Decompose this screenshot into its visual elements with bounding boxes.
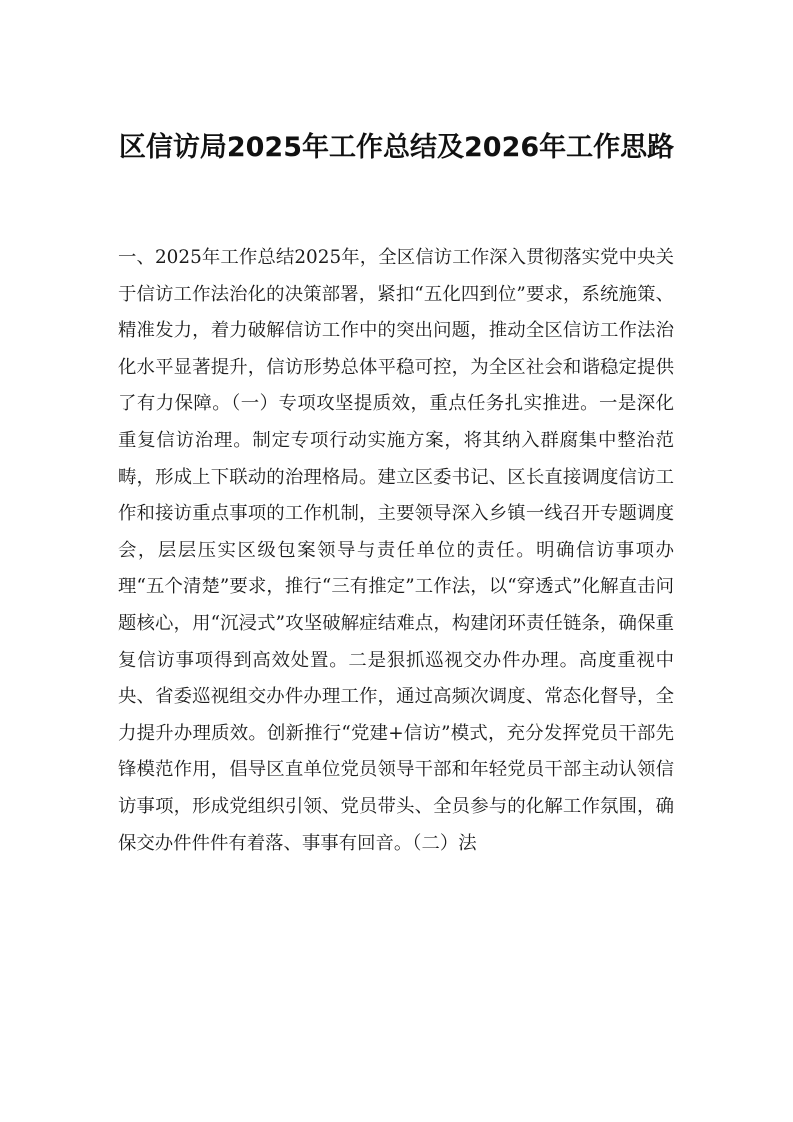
document-body-text: 一、2025年工作总结2025年，全区信访工作深入贯彻落实党中央关于信访工作法治化的决策部署，紧扣“五化四到位”要求，系统施策、精准发力，着力破解信访工作中的突出问题，推动全区信访工作法治化水平显著提升，信访形势总体平稳可控，为全区社会和谐稳定提供了有力保障。（一）专项攻坚提质效，重点任务扎实推进。一是深化重复信访治理。制定专项行动实施方案，将其纳入群腐集中整治范畴，形成上下联动的治理格局。建立区委书记、区长直接调度信访工作和接访重点事项的工作机制，主要领导深入乡镇一线召开专题调度会，层层压实区级包案领导与责任单位的责任。明确信访事项办理“五个清楚”要求，推行“三有推定”工作法，以“穿透式”化解直击问题核心，用“沉浸式”攻坚破解症结难点，构建闭环责任链条，确保重复信访事项得到高效处置。二是狠抓巡视交办件办理。高度重视中央、省委巡视组交办件办理工作，通过高频次调度、常态化督导，全力提升办理质效。创新推行“党建+信访”模式，充分发挥党员干部先锋模范作用，倡导区直单位党员领导干部和年轻党员干部主动认领信访事项，形成党组织引领、党员带头、全员参与的化解工作氛围，确保交办件件件有着落、事事有回音。（二）法 bbox=[118, 247, 674, 854]
document-title: 区信访局2025年工作总结及2026年工作思路 bbox=[118, 132, 675, 163]
